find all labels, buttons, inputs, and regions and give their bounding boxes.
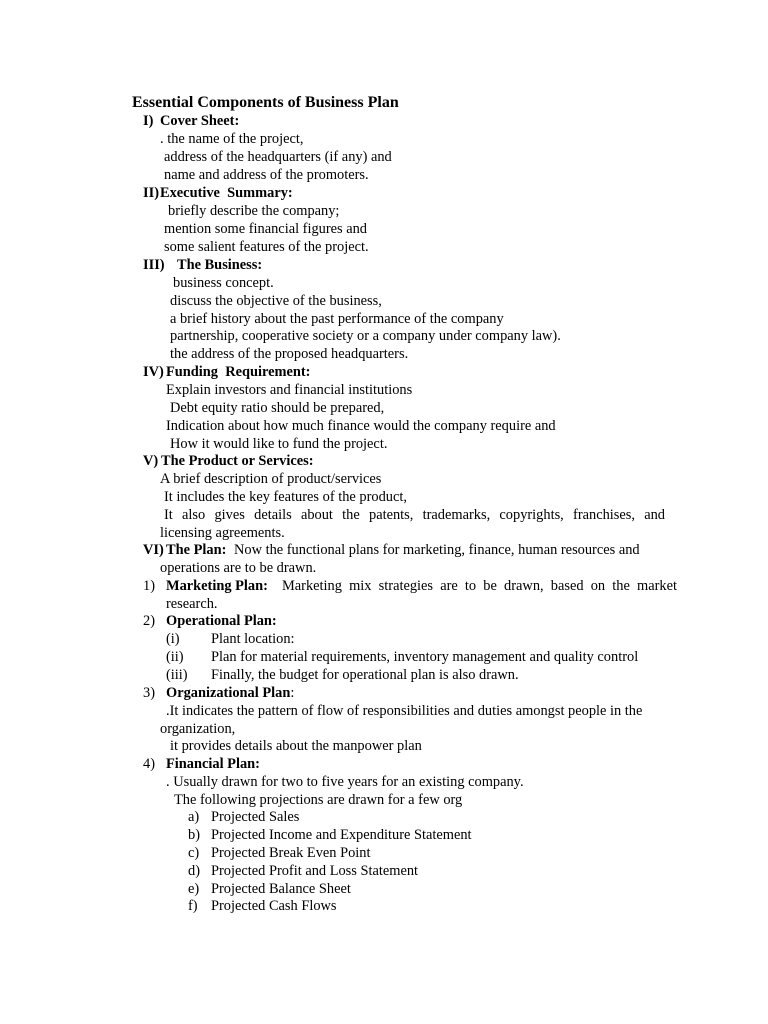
text-line: research. xyxy=(166,596,218,612)
list-number: 1) xyxy=(143,578,155,594)
section-heading-cover-sheet: Cover Sheet: xyxy=(160,113,240,129)
subsection-heading-financial-plan: Financial Plan: xyxy=(166,756,260,772)
list-item: Projected Cash Flows xyxy=(211,898,337,914)
list-item-number: (ii) xyxy=(166,649,184,665)
section-heading-executive-summary: Executive Summary: xyxy=(160,185,293,201)
text-line: It includes the key features of the product, xyxy=(164,489,407,505)
text-line: name and address of the promoters. xyxy=(164,167,369,183)
section-number: II) xyxy=(143,185,159,201)
list-item: Projected Income and Expenditure Statement xyxy=(211,827,472,843)
text-line: it provides details about the manpower plan xyxy=(170,738,422,754)
section-heading-the-business: The Business: xyxy=(177,257,263,273)
section-heading-product-or-services: The Product or Services: xyxy=(161,453,314,469)
text-line: address of the headquarters (if any) and xyxy=(164,149,392,165)
text-line: .It indicates the pattern of flow of responsibilities and duties amongst people in the xyxy=(166,703,643,719)
section-number: IV) xyxy=(143,364,164,380)
text-line: licensing agreements. xyxy=(160,525,285,541)
text-line: Marketing mix strategies are to be drawn, based on the market xyxy=(282,578,677,594)
list-item-number: (iii) xyxy=(166,667,188,683)
text-line: business concept. xyxy=(173,275,274,291)
section-number: I) xyxy=(143,113,154,129)
section-number: VI) xyxy=(143,542,164,558)
list-item: Plant location: xyxy=(211,631,295,647)
subsection-heading-operational-plan: Operational Plan: xyxy=(166,613,277,629)
section-number: V) xyxy=(143,453,159,469)
text-line: . Usually drawn for two to five years for an existing company. xyxy=(166,774,524,790)
list-number: 3) xyxy=(143,685,155,701)
subsection-heading-organizational-plan xyxy=(166,684,294,702)
list-item-number: (i) xyxy=(166,631,180,647)
text-line: operations are to be drawn. xyxy=(160,560,317,576)
list-item: Finally, the budget for operational plan is also drawn. xyxy=(211,667,519,683)
list-item-letter: a) xyxy=(188,809,200,825)
list-item-letter: d) xyxy=(188,863,200,879)
text-line: organization, xyxy=(160,721,236,737)
text-line: Indication about how much finance would the company require and xyxy=(166,418,556,434)
text-line: Debt equity ratio should be prepared, xyxy=(170,400,385,416)
list-item-letter: e) xyxy=(188,881,200,897)
text-line: partnership, cooperative society or a company under company law). xyxy=(170,328,561,344)
text-line: . the name of the project, xyxy=(160,131,304,147)
list-item: Plan for material requirements, inventory management and quality control xyxy=(211,649,639,665)
text-line: briefly describe the company; xyxy=(168,203,340,219)
text-line: A brief description of product/services xyxy=(160,471,382,487)
list-item: Projected Break Even Point xyxy=(211,845,371,861)
heading-colon: : xyxy=(290,685,295,701)
list-item: Projected Sales xyxy=(211,809,300,825)
text-line: some salient features of the project. xyxy=(164,239,369,255)
list-number: 4) xyxy=(143,756,155,772)
text-line: mention some financial figures and xyxy=(164,221,368,237)
list-item-letter: c) xyxy=(188,845,200,861)
text-line: a brief history about the past performance of the company xyxy=(170,311,504,327)
section-number: III) xyxy=(143,257,165,273)
text-line: Explain investors and financial institutions xyxy=(166,382,413,398)
list-item: Projected Profit and Loss Statement xyxy=(211,863,419,879)
section-heading-funding-requirement: Funding Requirement: xyxy=(166,364,311,380)
subsection-heading-text: Organizational Plan xyxy=(166,685,291,701)
text-line: It also gives details about the patents, trademarks, copyrights, franchises, and xyxy=(164,507,665,523)
text-line: The following projections are drawn for a few org xyxy=(174,792,463,808)
list-item: Projected Balance Sheet xyxy=(211,881,351,897)
text-line: How it would like to fund the project. xyxy=(170,436,388,452)
list-number: 2) xyxy=(143,613,155,629)
list-item-letter: b) xyxy=(188,827,200,843)
subsection-heading-marketing-plan: Marketing Plan: xyxy=(166,578,268,594)
text-line: discuss the objective of the business, xyxy=(170,293,382,309)
text-line: Now the functional plans for marketing, finance, human resources and xyxy=(234,542,640,558)
section-heading-the-plan: The Plan: xyxy=(166,542,227,558)
list-item-letter: f) xyxy=(188,898,198,914)
page-title: Essential Components of Business Plan xyxy=(132,94,399,111)
text-line: the address of the proposed headquarters. xyxy=(170,346,409,362)
